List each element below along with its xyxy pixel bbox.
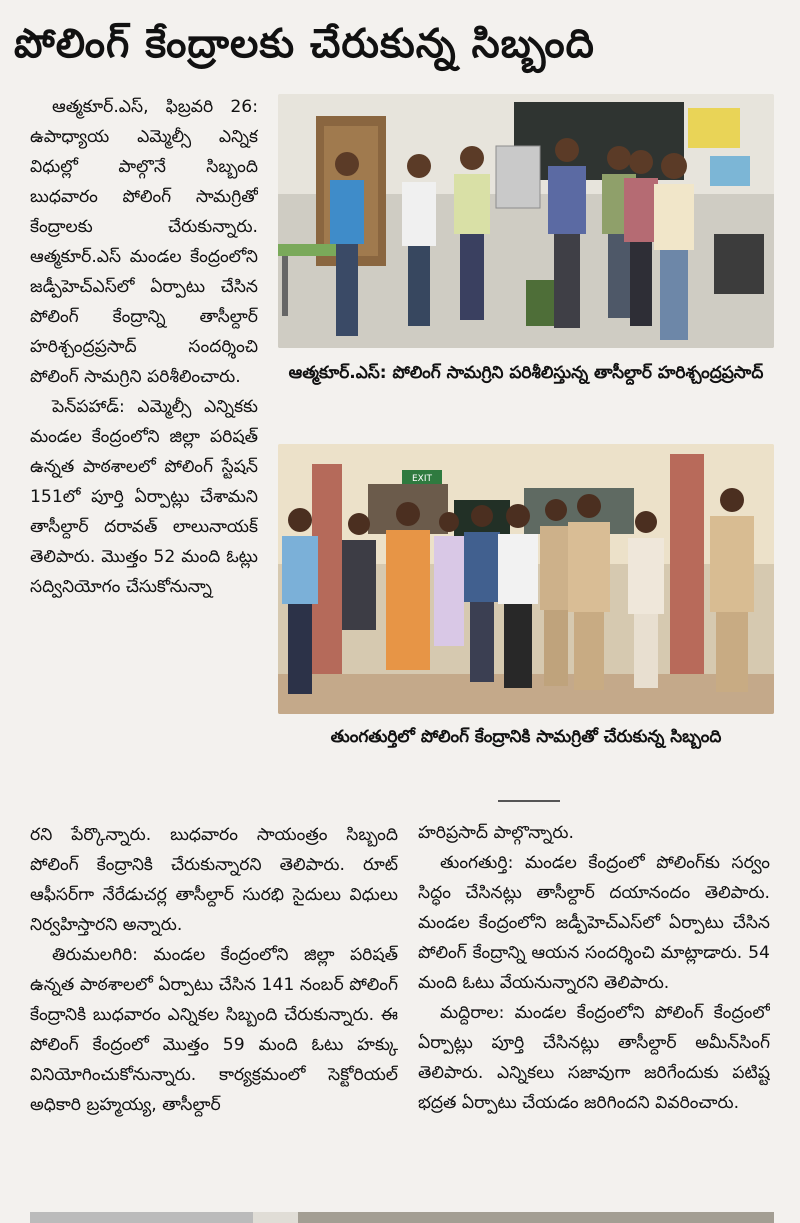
exit-sign-text: EXIT bbox=[411, 474, 433, 484]
paragraph-maddirala: మద్దిరాల: మండల కేంద్రంలోని పోలింగ్ కేంద్రంలో ఏర్పాట్లు పూర్తి చేసినట్లు తాసీల్దార్ అమీన్‌సింగ్ తెలిపారు. ఎన్నికలు సజావుగా జరిగేందుకు పటిష్ట భద్రత ఏర్పాటు చేయడం జరిగిందని వివరించారు. bbox=[418, 1003, 770, 1113]
bottom-right-column bbox=[418, 818, 770, 1213]
photo-atmakur-illustration bbox=[278, 94, 774, 348]
caption-divider bbox=[498, 800, 560, 802]
photo-atmakur-caption: ఆత్మకూర్.ఎస్: పోలింగ్ సామగ్రిని పరిశీలిస్తున్న తాసీల్దార్ హరిశ్చంద్రప్రసాద్ bbox=[288, 363, 764, 383]
paragraph-tungaturthi: తుంగతుర్తి: మండల కేంద్రంలో పోలింగ్‌కు సర్వం సిద్ధం చేసినట్లు తాసీల్దార్ దయానందం తెలిపారు. మండల కేంద్రంలోని జడ్పీహెచ్ఎస్‌లో ఏర్పాటు చేసిన పోలింగ్ కేంద్రాన్ని ఆయన సందర్శించి మాట్లాడారు. 54 మంది ఓటు వేయనున్నారని తెలిపారు. bbox=[418, 853, 770, 993]
next-article-image-strip bbox=[30, 1212, 774, 1223]
paragraph-continued: రని పేర్కొన్నారు. బుధవారం సాయంత్రం సిబ్బంది పోలింగ్ కేంద్రానికి చేరుకున్నారని తెలిపారు. రూట్ ఆఫీసర్‌గా నేరేడుచర్ల తాసీల్దార్ సురభి సైదులు విధులు నిర్వహిస్తారని అన్నారు. bbox=[30, 825, 398, 935]
photo-tungaturthi-illustration bbox=[278, 444, 774, 714]
article-headline: పోలింగ్ కేంద్రాలకు చేరుకున్న సిబ్బంది bbox=[14, 21, 595, 67]
photo-tungaturthi-caption: తుంగతుర్తిలో పోలింగ్ కేంద్రానికి సామగ్రితో చేరుకున్న సిబ్బంది bbox=[330, 727, 722, 747]
paragraph-thirumalagiri: తిరుమలగిరి: మండల కేంద్రంలోని జిల్లా పరిషత్ ఉన్నత పాఠశాలలో ఏర్పాటు చేసిన 141 నంబర్ పోలింగ్ కేంద్రానికి బుధవారం ఎన్నికల సిబ్బంది చేరుకున్నారు. ఈ పోలింగ్ కేంద్రంలో మొత్తం 59 మంది ఓటు హక్కు వినియోగించుకోనున్నారు. కార్యక్రమంలో సెక్టోరియల్ అధికారి బ్రహ్మయ్య, తాసీల్దార్ bbox=[30, 945, 398, 1115]
bottom-left-column bbox=[30, 820, 398, 1220]
photo-tungaturthi-staff bbox=[278, 444, 774, 714]
paragraph-continued-right: హరిప్రసాద్ పాల్గొన్నారు. bbox=[418, 823, 574, 843]
paragraph-atmakur: ఆత్మకూర్.ఎస్, ఫిబ్రవరి 26: ఉపాధ్యాయ ఎమ్మెల్సీ ఎన్నిక విధుల్లో పాల్గొనే సిబ్బంది బుధవారం పోలింగ్ సామగ్రితో కేంద్రాలకు చేరుకున్నారు. ఆత్మకూర్.ఎస్ మండల కేంద్రంలోని జడ్పీహెచ్ఎస్‌లో ఏర్పాటు చేసిన పోలింగ్ కేంద్రాన్ని తాసీల్దార్ హరిశ్చంద్రప్రసాద్ సందర్శించి పోలింగ్ సామగ్రిని పరిశీలించారు. bbox=[30, 97, 258, 387]
left-column bbox=[30, 92, 258, 822]
paragraph-penpahad: పెన్‌పహాడ్: ఎమ్మెల్సీ ఎన్నికకు మండల కేంద్రంలోని జిల్లా పరిషత్ ఉన్నత పాఠశాలలో పోలింగ్ స్టేషన్ 151లో పూర్తి ఏర్పాట్లు చేశామని తాసీల్దార్ దరావత్ లాలునాయక్ తెలిపారు. మొత్తం 52 మంది ఓట్లు సద్వినియోగం చేసుకోనున్నా bbox=[30, 397, 258, 597]
photo-atmakur-polling-material bbox=[278, 94, 774, 348]
